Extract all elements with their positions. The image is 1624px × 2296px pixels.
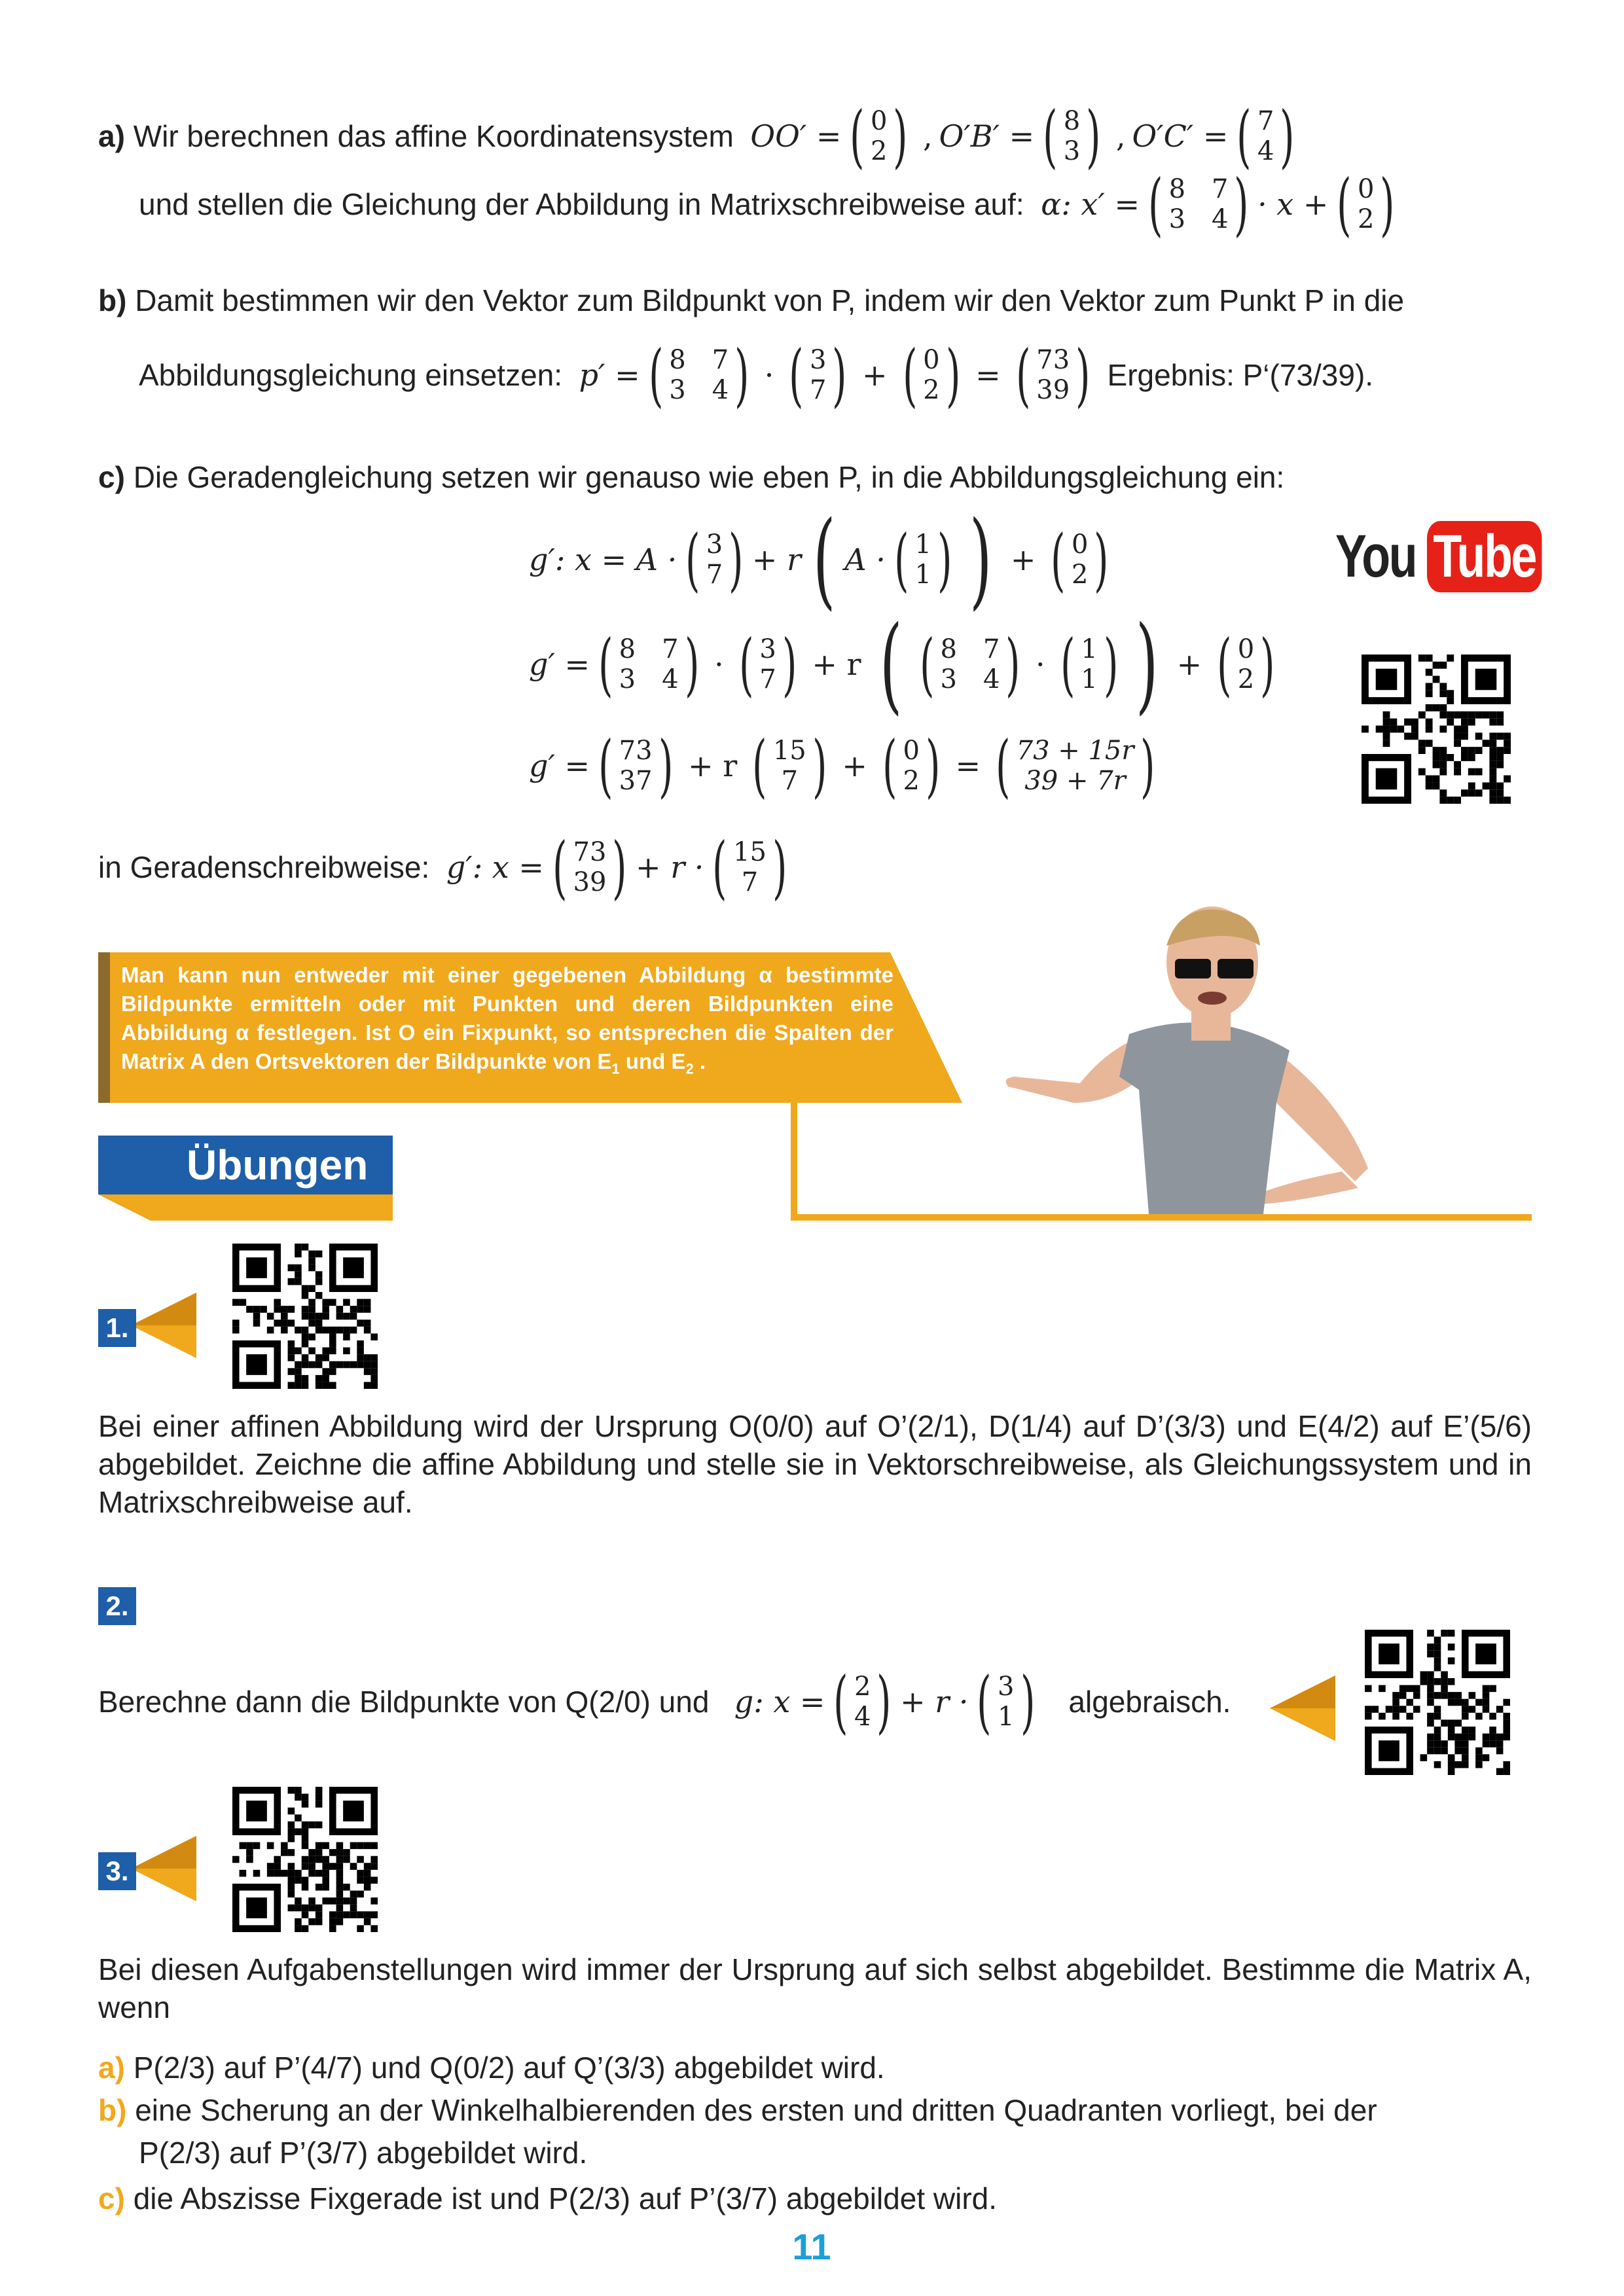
ex3-item-b-text2: P(2/3) auf P’(3/7) abgebildet wird.: [139, 2136, 588, 2170]
frame-line-horizontal: [791, 1214, 1532, 1221]
section-heading-accent: [98, 1194, 399, 1221]
oc-label: O′C′ =: [1132, 118, 1229, 154]
part-a-text: Wir berechnen das affine Koordinatensystem: [133, 119, 734, 153]
part-a-label: a): [98, 119, 125, 153]
ex2-text-before: Berechne dann die Bildpunkte von Q(2/0) und: [98, 1685, 710, 1719]
qr-code-icon[interactable]: [232, 1244, 378, 1389]
final-r: + r ·: [636, 850, 704, 885]
final-label: g′: x =: [446, 850, 544, 885]
eq2-vec3: ( 0 2 ): [1217, 624, 1275, 704]
part-a-line2: [139, 164, 1513, 244]
ex3-text: Bei diesen Aufgabenstellungen wird immer der Ursprung auf sich selbst abgebildet. Bestimme die Matrix A, wenn: [98, 1952, 1532, 2024]
eq2-vec1: ( 3 7 ): [738, 624, 797, 704]
b-result: ( 73 39 ): [1015, 335, 1091, 415]
eq1-r: + r: [751, 542, 801, 577]
part-b-label: b): [98, 283, 127, 317]
ex2-g-label: g: x =: [734, 1684, 825, 1719]
ex2-vec2: ( 3 1 ): [977, 1662, 1035, 1742]
part-b-text: Damit bestimmen wir den Vektor zum Bildpunkt von P, indem wir den Vektor zum Punkt P in die: [135, 283, 1405, 317]
ex2-number: 2.: [98, 1587, 136, 1625]
eq1-vec2: ( 1 1 ): [894, 520, 952, 600]
ob-vector: ( 8 3 ): [1043, 96, 1101, 176]
qr-code-icon[interactable]: [1362, 655, 1511, 804]
ex3-item-a: [98, 2049, 1538, 2087]
eq2-r: + r: [812, 647, 861, 682]
ex3-item-a-label: a): [98, 2051, 125, 2085]
part-c-text: Die Geradengleichung setzen wir genauso wie eben P, in die Abbildungsgleichung ein:: [133, 460, 1285, 494]
part-b-line2: Abbildungsgleichung einsetzen: p′ = ( 8 7 3 4 ) · ( 3 7 ) + ( 0 2 ) = ( 73 39 ) Ergebnis: P‘(73/39).: [139, 335, 1374, 415]
eq1-vec1: ( 3 7 ): [685, 520, 744, 600]
x-term: · x +: [1257, 187, 1329, 222]
ex2-r: + r ·: [900, 1684, 969, 1719]
section-title: Übungen: [187, 1141, 369, 1189]
youtube-you: You: [1335, 522, 1416, 590]
final-text: in Geradenschreibweise:: [98, 850, 430, 884]
c-final-line: [98, 827, 796, 907]
eq1-A: A ·: [844, 542, 886, 577]
c-equation-1: g′: x = A · ( 3 7 ) + r ( A · ( 1 1 ) ) + ( 0 2 ): [529, 517, 1117, 602]
b-p-vector: ( 3 7 ): [789, 335, 847, 415]
ob-label: O′B′ =: [939, 118, 1035, 154]
frame-line-vertical: [791, 1103, 797, 1221]
alpha-matrix: ( 8 7 3 4 ): [1148, 164, 1249, 244]
ex3-item-b-label: b): [98, 2093, 127, 2127]
eq2-label: g′ =: [529, 647, 590, 682]
part-c-label: c): [98, 460, 125, 494]
eq3-label: g′ =: [529, 748, 590, 783]
eq1-label: g′: x = A ·: [529, 542, 677, 577]
ex1-text: Bei einer affinen Abbildung wird der Ursprung O(0/0) auf O’(2/1), D(1/4) auf D’(3/3) und E(4/2) auf E’(5/6) abgebildet. Zeichne die affine Abbildung und stelle sie in Vektorschreibweise, als Gleichungssystem und in Matrixschreibweise auf.: [98, 1409, 1532, 1519]
eq1-vec3: ( 0 2 ): [1051, 520, 1109, 600]
qr-code-icon[interactable]: [232, 1787, 378, 1932]
ex2-line: [98, 1662, 1231, 1742]
eq2-matrix1: ( 8 7 3 4 ): [598, 624, 699, 704]
eq2-matrix2: ( 8 7 3 4 ): [920, 624, 1020, 704]
ex3-item-b-cont: [139, 2134, 1513, 2172]
final-vec2: ( 15 7 ): [712, 827, 787, 907]
ex2-text-after: algebraisch.: [1068, 1685, 1231, 1719]
part-a-line1: a) Wir berechnen das affine Koordinatensystem OO′ = ( 0 2 ) , O′B′ = ( 8 3 ) , O′C′ = ( 7 4 ): [98, 103, 1538, 169]
youtube-tube: Tube: [1427, 521, 1542, 592]
ex2-arrow-icon: [1270, 1676, 1335, 1741]
final-vec1: ( 73 39 ): [552, 827, 627, 907]
qr-code-icon[interactable]: [1365, 1630, 1510, 1775]
ex1-number: 1.: [98, 1309, 136, 1347]
c-equation-3: g′ = ( 73 37 ) + r ( 15 7 ) + ( 0 2 ) = ( 73 + 15r 39 + 7r ): [529, 726, 1163, 805]
eq3-result: ( 73 + 15r 39 + 7r ): [996, 726, 1155, 806]
eq2-vec2: ( 1 1 ): [1060, 624, 1119, 704]
ex3-item-b-text: eine Scherung an der Winkelhalbierenden des ersten und dritten Quadranten vorliegt, bei der: [135, 2093, 1377, 2127]
info-box-text: Man kann nun entweder mit einer gegebenen Abbildung α bestimmte Bildpunkte ermitteln oder mit Punkten und deren Bildpunkten eine Abbildung α festlegen. Ist O ein Fixpunkt, so entsprechen die Spalten der Matrix A den Ortsvektoren der Bildpunkte von $E_1$ und $E_2$ .: [121, 963, 893, 1077]
eq3-vec2: ( 15 7 ): [752, 726, 827, 806]
ex3-arrow-icon: [131, 1836, 196, 1901]
ex2-vec1: ( 2 4 ): [833, 1662, 892, 1742]
part-a-text2: und stellen die Gleichung der Abbildung in Matrixschreibweise auf:: [139, 187, 1024, 221]
ex3-item-c-text: die Abszisse Fixgerade ist und P(2/3) auf P’(3/7) abgebildet wird.: [133, 2181, 998, 2215]
c-equation-2: g′ = ( 8 7 3 4 ) · ( 3 7 ) + r ( ( 8 7 3 4 ) · ( 1 1 ) ) + ( 0 2 ): [529, 622, 1284, 707]
eq3-vec1: ( 73 37 ): [598, 726, 673, 806]
oc-vector: ( 7 4 ): [1236, 96, 1295, 176]
eq1-group: ( A · ( 1 1 ) ): [813, 498, 992, 620]
part-c-line1: [98, 458, 1538, 496]
p-label: p′ =: [579, 357, 640, 393]
ex3-item-a-text: P(2/3) auf P’(4/7) und Q(0/2) auf Q’(3/3) abgebildet wird.: [133, 2051, 885, 2085]
b-offset: ( 0 2 ): [902, 335, 960, 415]
ex3-number: 3.: [98, 1852, 136, 1890]
ex3-item-c: [98, 2179, 1538, 2217]
b-matrix: ( 8 7 3 4 ): [648, 335, 749, 415]
b-result-text: Ergebnis: P‘(73/39).: [1107, 358, 1374, 392]
youtube-logo[interactable]: [1335, 517, 1536, 596]
presenter-illustration: [1001, 906, 1420, 1214]
ex3-item-c-label: c): [98, 2181, 125, 2215]
ex1-arrow-icon: [131, 1293, 196, 1358]
ex3-item-b: [98, 2091, 1538, 2129]
part-b-line1: [98, 281, 1538, 319]
part-b-text2: Abbildungsgleichung einsetzen:: [139, 358, 563, 392]
oo-vector: ( 0 2 ): [850, 96, 908, 176]
eq3-r: + r: [688, 748, 738, 783]
eq3-vec3: ( 0 2 ): [882, 726, 941, 806]
alpha-offset: ( 0 2 ): [1337, 164, 1395, 244]
alpha-label: α: x′ =: [1041, 187, 1140, 222]
page-number: 11: [792, 2226, 831, 2267]
oo-label: OO′ =: [750, 118, 842, 154]
eq2-group: ( ( 8 7 3 4 ) · ( 1 1 ) ): [879, 603, 1159, 725]
